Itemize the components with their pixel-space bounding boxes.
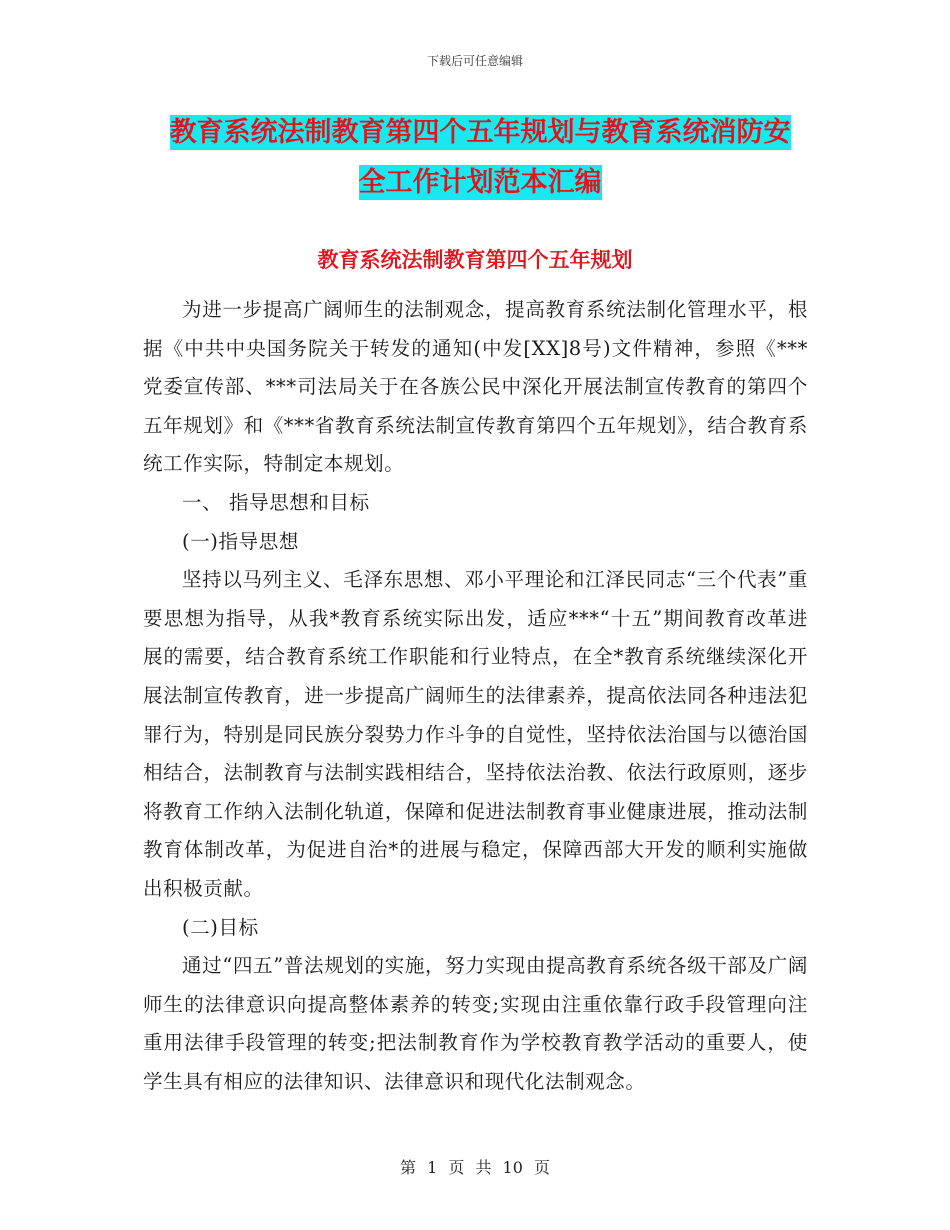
title-line-1: 教育系统法制教育第四个五年规划与教育系统消防安 xyxy=(169,117,791,148)
paragraph-goals: 通过“四五”普法规划的实施，努力实现由提高教育系统各级干部及广阔师生的法律意识向提高整体素养的转变;实现由注重依靠行政手段管理向注重用法律手段管理的转变;把法制教育作为学校教育教学活动的重要人，使学生具有相应的法律知识、法律意识和现代化法制观念。 xyxy=(143,954,808,1093)
section-title: 教育系统法制教育第四个五年规划 xyxy=(317,248,633,272)
heading-guiding-ideology-and-goals: 一、 指导思想和目标 xyxy=(182,490,370,514)
title-line-2: 全工作计划范本汇编 xyxy=(358,167,602,198)
paragraph-intro: 为进一步提高广阔师生的法制观念，提高教育系统法制化管理水平，根据《中共中央国务院关于转发的通知(中发[XX]8号)文件精神，参照《***党委宣传部、***司法局关于在各族公民中深化开展法制宣传教育的第四个五年规划》和《***省教育系统法制宣传教育第四个五年规划》，结合教育系统工作实际，特制定本规划。 xyxy=(143,298,808,476)
document-body xyxy=(143,291,808,1101)
header-note: 下载后可任意编辑 xyxy=(426,54,523,68)
document-title xyxy=(140,108,820,208)
subheading-goals: (二)目标 xyxy=(182,915,259,939)
subheading-guiding-ideology: (一)指导思想 xyxy=(182,529,299,553)
paragraph-guiding-ideology: 坚持以马列主义、毛泽东思想、邓小平理论和江泽民同志“三个代表”重要思想为指导，从我*教育系统实际出发，适应***“十五”期间教育改革进展的需要，结合教育系统工作职能和行业特点，在全*教育系统继续深化开展法制宣传教育，进一步提高广阔师生的法律素养，提高依法同各种违法犯罪行为，特别是同民族分裂势力作斗争的自觉性，坚持依法治国与以德治国相结合，法制教育与法制实践相结合，坚持依法治教、依法行政原则，逐步将教育工作纳入法制化轨道，保障和促进法制教育事业健康进展，推动法制教育体制改革，为促进自治*的进展与稳定，保障西部大开发的顺利实施做出积极贡献。 xyxy=(143,568,808,900)
page-footer: 第 1 页 共 10 页 xyxy=(400,1158,550,1177)
